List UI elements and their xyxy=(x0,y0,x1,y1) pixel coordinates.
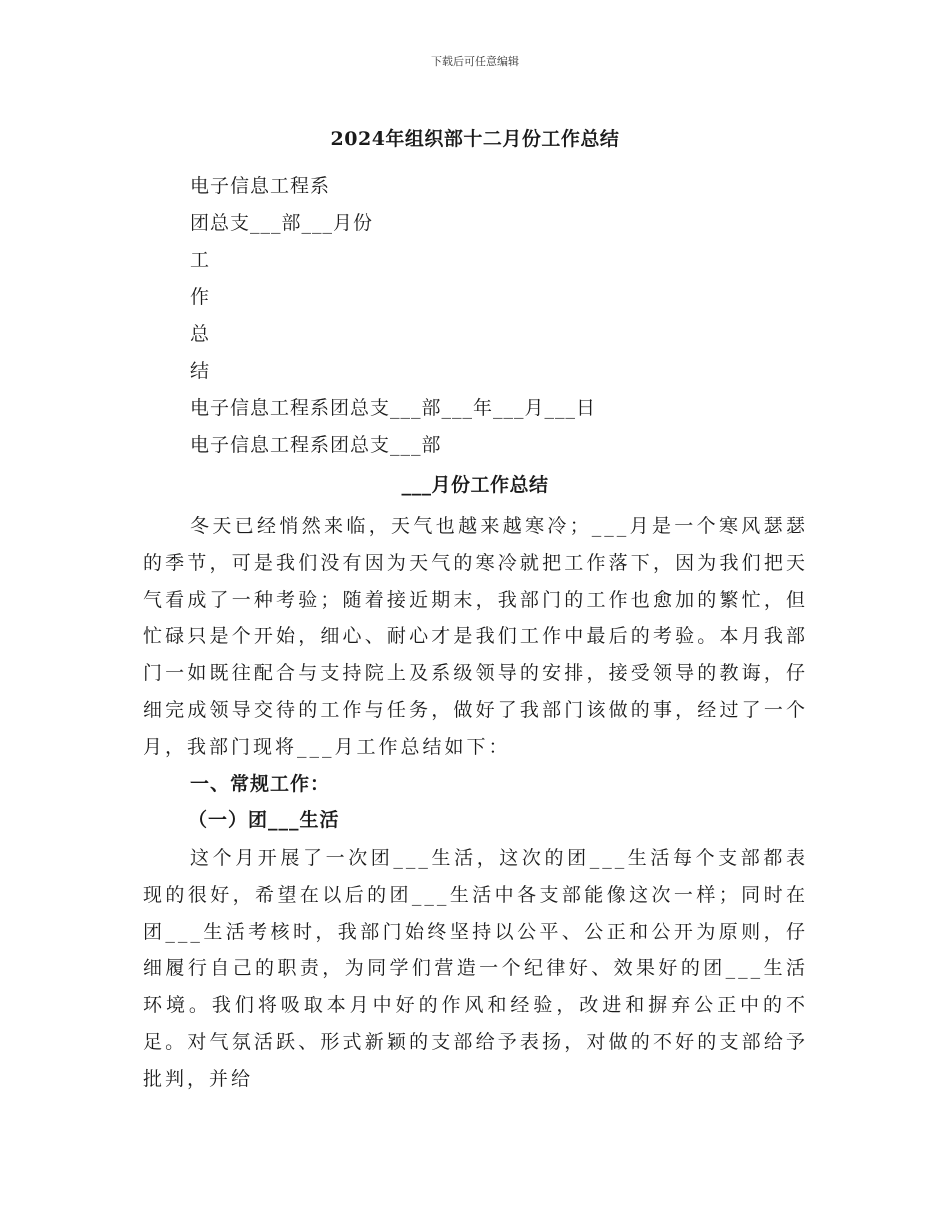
cover-line-date: 电子信息工程系团总支___部___年___月___日 xyxy=(190,397,597,419)
header-note: 下载后可任意编辑 xyxy=(431,55,519,68)
cover-block xyxy=(190,171,810,467)
section-title: ___月份工作总结 xyxy=(401,474,549,496)
heading-league-life: （一）团___生活 xyxy=(188,809,340,831)
cover-line-signature: 电子信息工程系团总支___部 xyxy=(190,434,442,456)
heading-routine-work: 一、常规工作： xyxy=(190,773,331,795)
cover-line-branch-month: 团总支___部___月份 xyxy=(190,212,374,234)
cover-line-char: 作 xyxy=(190,286,211,308)
cover-line-char: 结 xyxy=(190,360,211,382)
document-title: 2024年组织部十二月份工作总结 xyxy=(330,128,620,150)
league-life-paragraph: 这个月开展了一次团___生活，这次的团___生活每个支部都表现的很好，希望在以后的团___生活中各支部能像这次一样；同时在团___生活考核时，我部门始终坚持以公平、公正和公开为原则，仔细履行自己的职责，为同学们营造一个纪律好、效果好的团___生活环境。我们将吸取本月中好的作风和经验，改进和摒弃公正中的不足。对气氛活跃、形式新颖的支部给予表扬，对做的不好的支部给予批判，并给 xyxy=(143,847,808,1090)
cover-line-char: 工 xyxy=(190,249,211,271)
cover-line-department: 电子信息工程系 xyxy=(190,175,331,197)
cover-line-char: 总 xyxy=(190,323,211,345)
intro-paragraph: 冬天已经悄然来临，天气也越来越寒冷；___月是一个寒风瑟瑟的季节，可是我们没有因为天气的寒冷就把工作落下，因为我们把天气看成了一种考验；随着接近期末，我部门的工作也愈加的繁忙，但忙碌只是个开始，细心、耐心才是我们工作中最后的考验。本月我部门一如既往配合与支持院上及系级领导的安排，接受领导的教诲，仔细完成领导交待的工作与任务，做好了我部门该做的事，经过了一个月，我部门现将___月工作总结如下： xyxy=(143,515,808,758)
